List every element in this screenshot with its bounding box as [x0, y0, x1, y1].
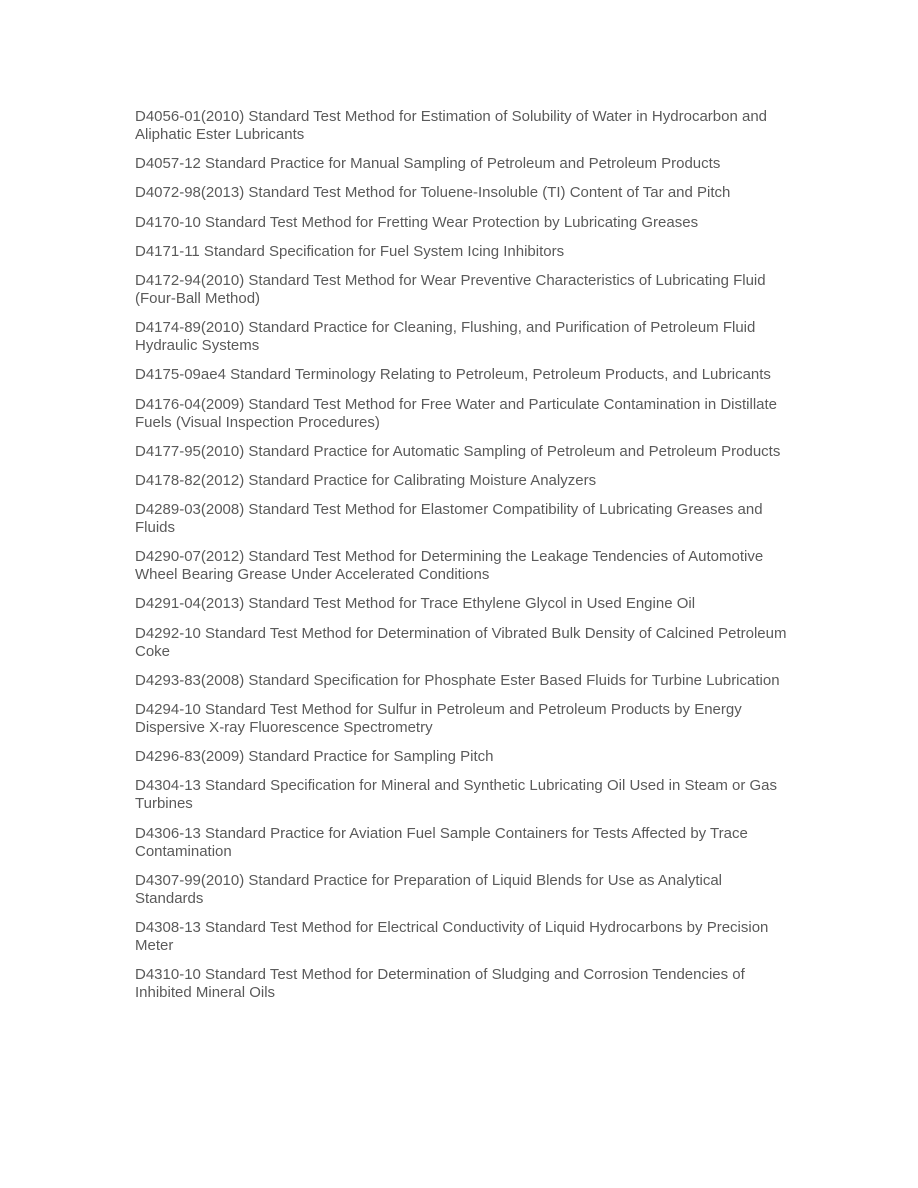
standard-entry: D4310-10 Standard Test Method for Determination of Sludging and Corrosion Tendencies of Inhibited Mineral Oils: [135, 966, 745, 1002]
standard-entry: D4308-13 Standard Test Method for Electrical Conductivity of Liquid Hydrocarbons by Precision Meter: [135, 918, 769, 954]
standard-entry: D4304-13 Standard Specification for Mineral and Synthetic Lubricating Oil Used in Steam or Gas Turbines: [135, 777, 778, 813]
standards-list: [135, 108, 790, 1013]
standard-entry: D4175-09ae4 Standard Terminology Relating to Petroleum, Petroleum Products, and Lubricants: [135, 366, 771, 384]
standard-entry: D4056-01(2010) Standard Test Method for Estimation of Solubility of Water in Hydrocarbon and Aliphatic Ester Lubricants: [135, 108, 768, 143]
standard-entry: D4291-04(2013) Standard Test Method for Trace Ethylene Glycol in Used Engine Oil: [135, 595, 696, 613]
standard-entry: D4177-95(2010) Standard Practice for Automatic Sampling of Petroleum and Petroleum Products: [135, 442, 781, 460]
standard-entry: D4172-94(2010) Standard Test Method for Wear Preventive Characteristics of Lubricating Fluid (Four-Ball Method): [135, 271, 766, 307]
standard-entry: D4176-04(2009) Standard Test Method for Free Water and Particulate Contamination in Distillate Fuels (Visual Inspection Procedures): [135, 395, 778, 431]
standard-entry: D4292-10 Standard Test Method for Determination of Vibrated Bulk Density of Calcined Petroleum Coke: [135, 624, 787, 660]
standard-entry: D4072-98(2013) Standard Test Method for Toluene-Insoluble (TI) Content of Tar and Pitch: [135, 184, 731, 202]
standard-entry: D4307-99(2010) Standard Practice for Preparation of Liquid Blends for Use as Analytical Standards: [135, 871, 722, 907]
standard-entry: D4296-83(2009) Standard Practice for Sampling Pitch: [135, 748, 494, 766]
standard-entry: D4290-07(2012) Standard Test Method for Determining the Leakage Tendencies of Automotive Wheel Bearing Grease Under Accelerated Conditions: [135, 548, 764, 584]
standard-entry: D4293-83(2008) Standard Specification for Phosphate Ester Based Fluids for Turbine Lubrication: [135, 671, 780, 689]
standard-entry: D4294-10 Standard Test Method for Sulfur in Petroleum and Petroleum Products by Energy Dispersive X-ray Fluorescence Spectrometry: [135, 701, 742, 736]
standard-entry: D4057-12 Standard Practice for Manual Sampling of Petroleum and Petroleum Products: [135, 155, 721, 173]
standard-entry: D4170-10 Standard Test Method for Fretting Wear Protection by Lubricating Greases: [135, 213, 699, 231]
standard-entry: D4289-03(2008) Standard Test Method for Elastomer Compatibility of Lubricating Greases and Fluids: [135, 501, 763, 537]
standard-entry: D4174-89(2010) Standard Practice for Cleaning, Flushing, and Purification of Petroleum Fluid Hydraulic Systems: [135, 319, 756, 355]
standard-entry: D4178-82(2012) Standard Practice for Calibrating Moisture Analyzers: [135, 471, 597, 489]
standard-entry: D4171-11 Standard Specification for Fuel System Icing Inhibitors: [135, 242, 565, 260]
standard-entry: D4306-13 Standard Practice for Aviation Fuel Sample Containers for Tests Affected by Trace Contamination: [135, 824, 748, 860]
